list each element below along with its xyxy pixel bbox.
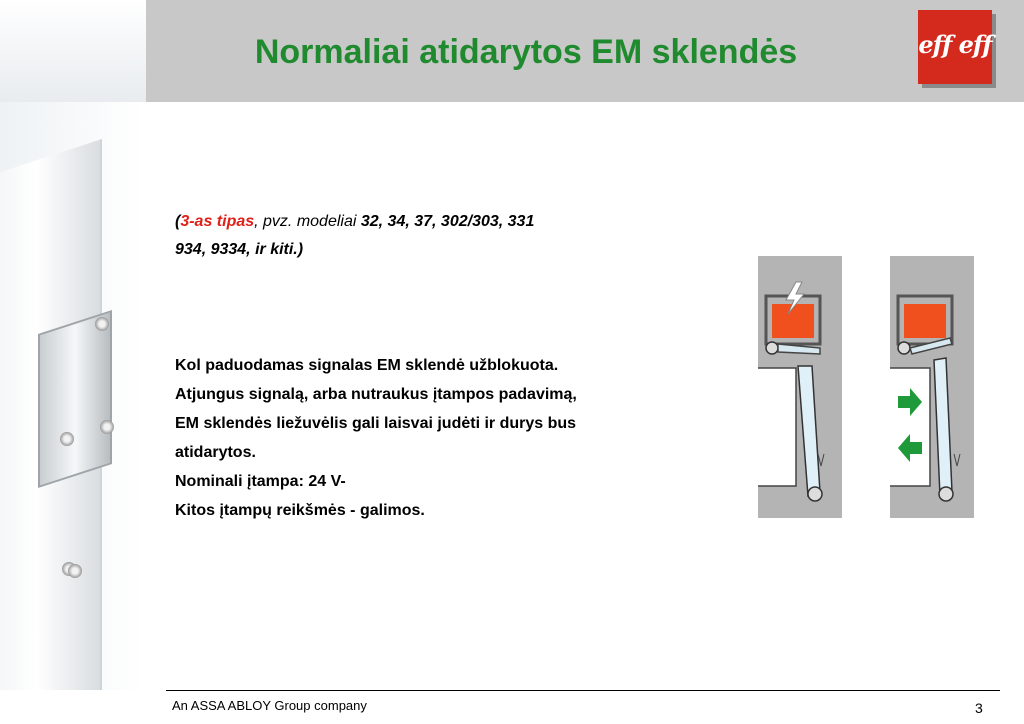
- subtitle-pvz: pvz. modeliai: [263, 213, 361, 230]
- footer-company: An ASSA ABLOY Group company: [172, 698, 367, 713]
- footer-divider: [166, 690, 1000, 691]
- pivot-icon: [898, 342, 910, 354]
- pivot-icon: [766, 342, 778, 354]
- page-number: 3: [975, 700, 983, 716]
- subtitle-open-paren: (: [175, 213, 181, 230]
- description-line: atidarytos.: [175, 444, 256, 461]
- description-line: EM sklendės liežuvėlis gali laisvai judėti ir durys bus: [175, 415, 577, 432]
- model-subtitle: [175, 208, 695, 264]
- header-left-panel: [0, 0, 146, 102]
- description-text: [175, 351, 705, 525]
- locked-state-diagram: [758, 256, 842, 518]
- models-line2: 934, 9334, ir kiti.): [175, 241, 304, 258]
- screw-icon: [60, 432, 74, 446]
- subtitle-comma: ,: [254, 213, 264, 230]
- page-title: Normaliai atidarytos EM sklendės: [254, 33, 798, 71]
- door-bolt: [890, 368, 930, 486]
- strike-slot: [38, 310, 112, 488]
- effeff-logo: [918, 10, 992, 84]
- door-bolt: [758, 368, 796, 486]
- coil-block: [904, 304, 946, 338]
- description-line: Atjungus signalą, arba nutraukus įtampos padavimą,: [175, 386, 577, 403]
- logo-text: eff eff: [918, 30, 992, 59]
- models-line1: 32, 34, 37, 302/303, 331: [360, 213, 535, 230]
- description-line: Kol paduodamas signalas EM sklendė užblokuota.: [175, 357, 559, 374]
- screw-icon: [68, 564, 82, 578]
- voltage-line: Nominali įtampa: 24 V-: [175, 473, 346, 490]
- screw-icon: [95, 317, 109, 331]
- strike-plate-photo: [0, 102, 146, 690]
- header-bar: [0, 0, 1024, 102]
- screw-icon: [100, 420, 114, 434]
- coil-block: [772, 304, 814, 338]
- type-label: 3-as tipas: [180, 213, 255, 230]
- other-voltage-line: Kitos įtampų reikšmės - galimos.: [175, 502, 425, 519]
- open-state-diagram: [890, 256, 974, 518]
